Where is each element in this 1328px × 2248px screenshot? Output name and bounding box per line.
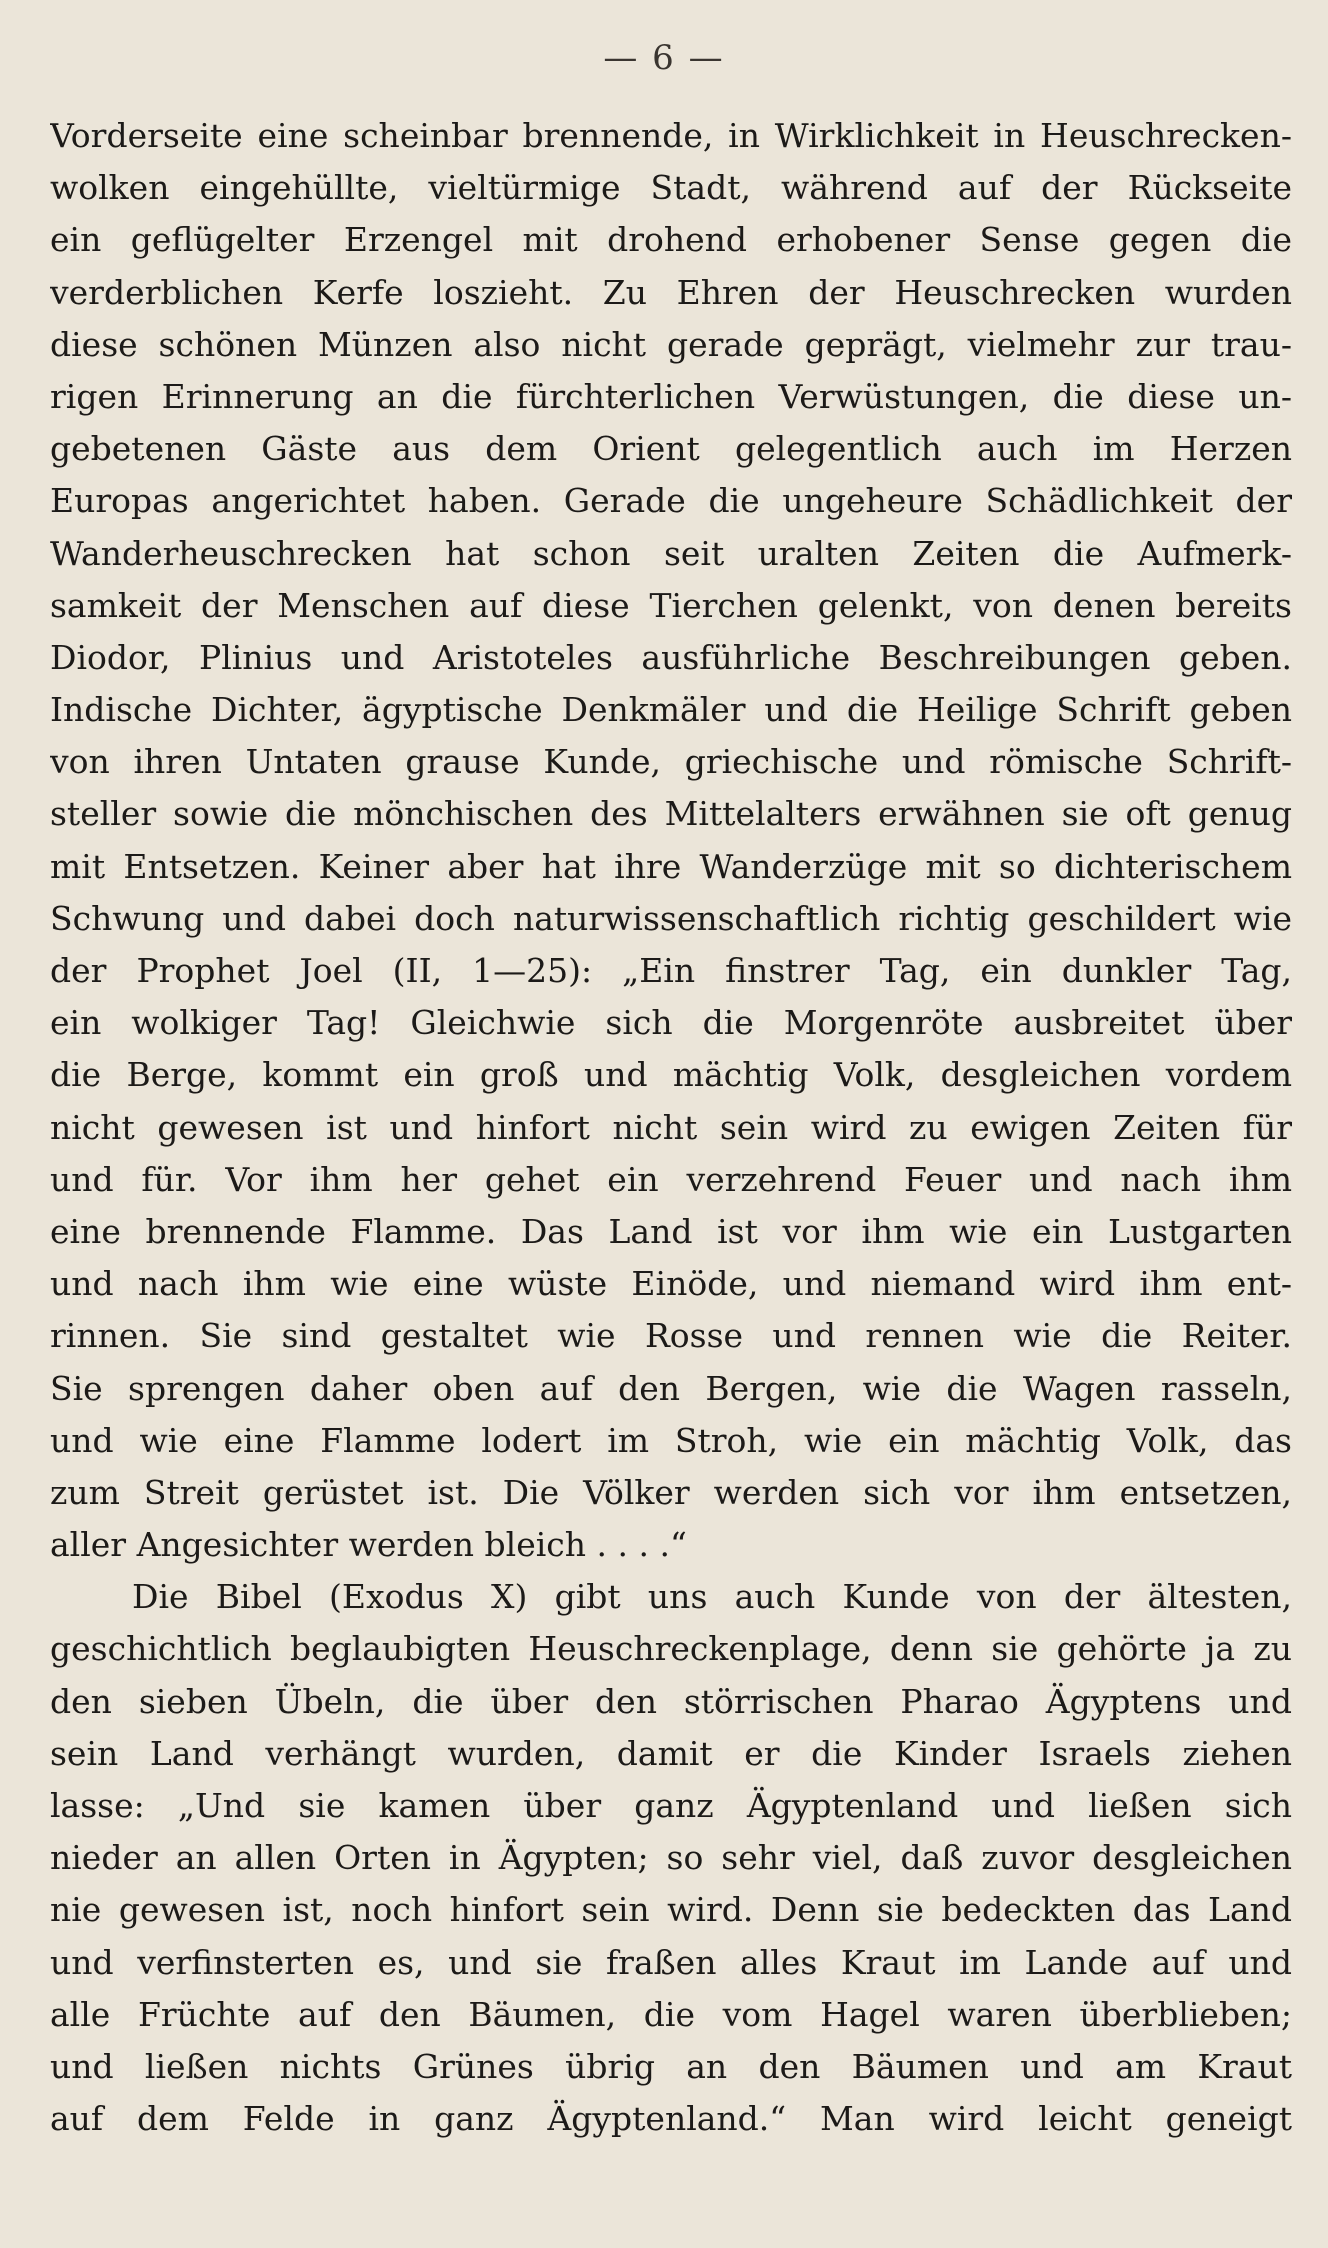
text-line: nie gewesen ist, noch hinfort sein wird. Denn sie bedeckten das Land <box>50 1890 1292 1930</box>
text-line: der Prophet Joel (II, 1—25): „Ein finstrer Tag, ein dunkler Tag, <box>50 951 1292 990</box>
text-line: geschichtlich beglaubigten Heuschreckenplage, denn sie gehörte ja zu <box>50 1629 1292 1669</box>
text-line: Indische Dichter, ägyptische Denkmäler und die Heilige Schrift geben <box>50 690 1292 730</box>
text-line: Sie sprengen daher oben auf den Bergen, wie die Wagen rasseln, <box>50 1368 1292 1408</box>
text-line: zum Streit gerüstet ist. Die Völker werden sich vor ihm entsetzen, <box>50 1472 1292 1512</box>
text-line: Europas angerichtet haben. Gerade die ungeheure Schädlichkeit der <box>50 481 1292 521</box>
text-line: steller sowie die mönchischen des Mittelalters erwähnen sie oft genug <box>50 794 1292 834</box>
text-line: lasse: „Und sie kamen über ganz Ägyptenland und ließen sich <box>50 1786 1292 1825</box>
text-line: und ließen nichts Grünes übrig an den Bäumen und am Kraut <box>50 2046 1292 2086</box>
text-line: ein geflügelter Erzengel mit drohend erhobener Sense gegen die <box>50 220 1292 260</box>
text-line: eine brennende Flamme. Das Land ist vor ihm wie ein Lustgarten <box>50 1211 1292 1251</box>
text-line: die Berge, kommt ein groß und mächtig Volk, desgleichen vordem <box>50 1055 1292 1095</box>
text-line: verderblichen Kerfe loszieht. Zu Ehren der Heuschrecken wurden <box>50 272 1292 312</box>
text-line: Diodor, Plinius und Aristoteles ausführliche Beschreibungen geben. <box>50 637 1292 677</box>
text-line: diese schönen Münzen also nicht gerade geprägt, vielmehr zur trau- <box>50 324 1292 364</box>
text-line: sein Land verhängt wurden, damit er die Kinder Israels ziehen <box>50 1733 1292 1773</box>
text-line: Schwung und dabei doch naturwissenschaftlich richtig geschildert wie <box>50 898 1292 938</box>
text-line: wolken eingehüllte, vieltürmige Stadt, während auf der Rückseite <box>50 168 1292 208</box>
body-text <box>50 110 1292 2145</box>
text-line: aller Angesichter werden bleich . . . .“ <box>50 1525 687 1565</box>
text-line: ein wolkiger Tag! Gleichwie sich die Morgenröte ausbreitet über <box>50 1003 1292 1043</box>
page-number: — 6 — <box>603 38 725 78</box>
text-line: mit Entsetzen. Keiner aber hat ihre Wanderzüge mit so dichterischem <box>50 846 1292 886</box>
text-line: auf dem Felde in ganz Ägyptenland.“ Man wird leicht geneigt <box>50 2099 1292 2139</box>
text-line: Vorderseite eine scheinbar brennende, in Wirklichkeit in Heuschrecken- <box>50 116 1292 155</box>
text-line: rigen Erinnerung an die fürchterlichen Verwüstungen, die diese un- <box>50 376 1292 416</box>
text-line: nieder an allen Orten in Ägypten; so sehr viel, daß zuvor desgleichen <box>50 1838 1292 1878</box>
paragraph <box>50 110 1292 1571</box>
text-line: nicht gewesen ist und hinfort nicht sein wird zu ewigen Zeiten für <box>50 1107 1292 1147</box>
text-line: rinnen. Sie sind gestaltet wie Rosse und rennen wie die Reiter. <box>50 1316 1292 1356</box>
text-line: von ihren Untaten grause Kunde, griechische und römische Schrift- <box>50 742 1292 782</box>
text-line: Die Bibel (Exodus X) gibt uns auch Kunde von der ältesten, <box>132 1577 1292 1617</box>
text-line: gebetenen Gäste aus dem Orient gelegentlich auch im Herzen <box>50 429 1292 469</box>
text-line: und verfinsterten es, und sie fraßen alles Kraut im Lande auf und <box>50 1942 1292 1982</box>
text-line: und wie eine Flamme lodert im Stroh, wie ein mächtig Volk, das <box>50 1420 1292 1460</box>
text-line: Wanderheuschrecken hat schon seit uralten Zeiten die Aufmerk- <box>50 533 1292 573</box>
text-line: den sieben Übeln, die über den störrischen Pharao Ägyptens und <box>50 1681 1292 1721</box>
text-line: samkeit der Menschen auf diese Tierchen gelenkt, von denen bereits <box>50 585 1292 625</box>
text-line: und nach ihm wie eine wüste Einöde, und niemand wird ihm ent- <box>50 1264 1292 1304</box>
text-line: alle Früchte auf den Bäumen, die vom Hagel waren überblieben; <box>50 1994 1292 2034</box>
paragraph <box>50 1571 1292 2145</box>
text-line: und für. Vor ihm her gehet ein verzehrend Feuer und nach ihm <box>50 1159 1292 1199</box>
